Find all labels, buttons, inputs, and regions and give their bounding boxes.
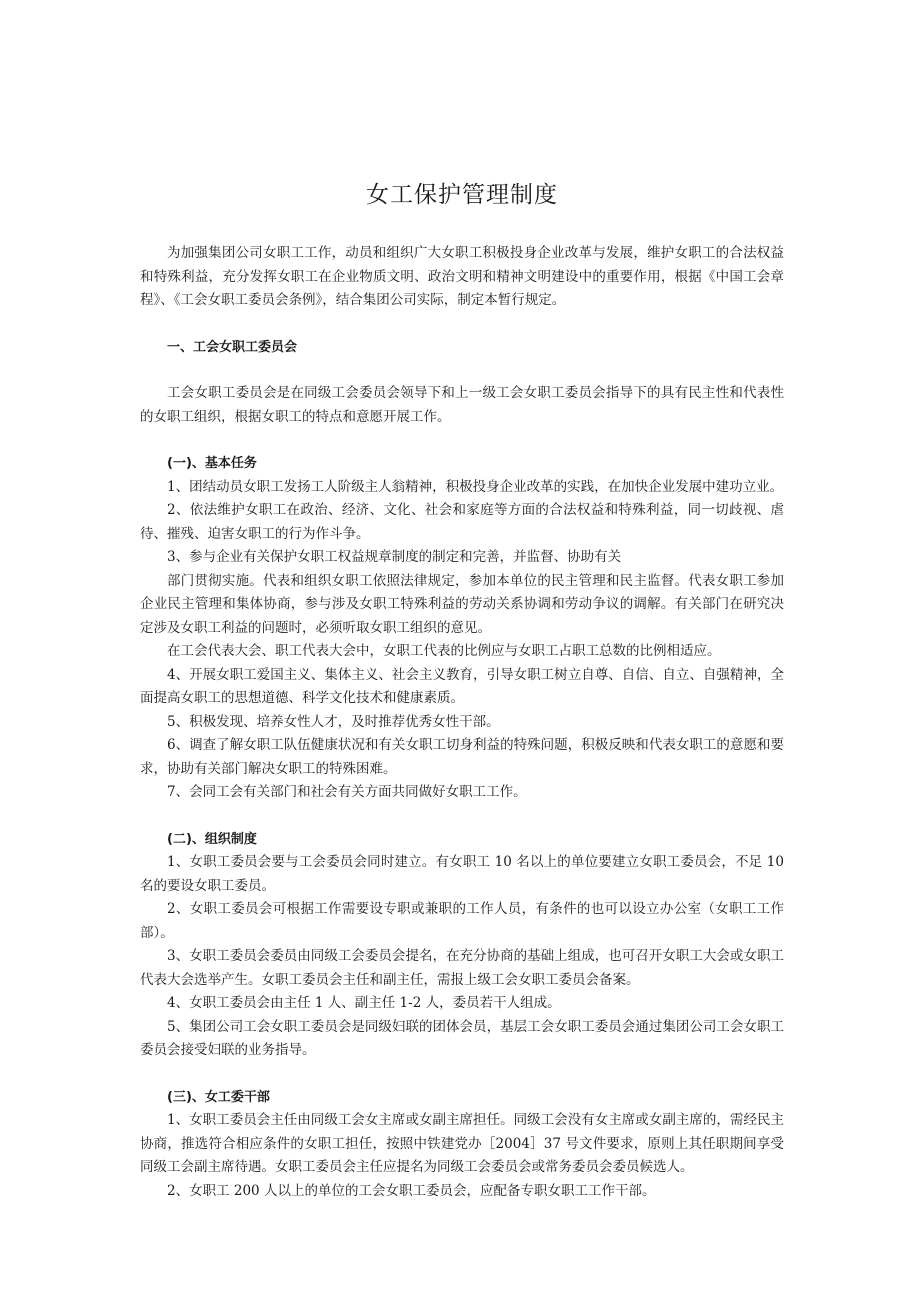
committee-paragraph: 工会女职工委员会是在同级工会委员会领导下和上一级工会女职工委员会指导下的具有民主性和代表性的女职工组织，根据女职工的特点和意愿开展工作。 [140, 385, 784, 425]
subsection-heading-basic-tasks: (一)、基本任务 [167, 456, 257, 471]
org-system-item: 1、女职工委员会要与工会委员会同时建立。有女职工 10 名以上的单位要建立女职工委员会，不足 10 名的要设女职工委员。 [140, 854, 784, 894]
basic-task-item: 2、依法维护女职工在政治、经济、文化、社会和家庭等方面的合法权益和特殊利益，同一切歧视、虐待、摧残、迫害女职工的行为作斗争。 [140, 502, 784, 542]
subsection-heading-cadres: (三)、女工委干部 [167, 1089, 270, 1105]
basic-task-item: 1、团结动员女职工发扬工人阶级主人翁精神，积极投身企业改革的实践，在加快企业发展中建功立业。 [167, 478, 784, 495]
cadre-item: 1、女职工委员会主任由同级工会女主席或女副主席担任。同级工会没有女主席或女副主席的，需经民主协商，推选符合相应条件的女职工担任，按照中铁建党办［2004］37 号文件要求，原则上其任职期间享受同级工会副主席待遇。女职工委员会主任应提名为同级工会委员会或常务委员会委员候选人。 [140, 1112, 784, 1175]
basic-task-item: 部门贯彻实施。代表和组织女职工依照法律规定，参加本单位的民主管理和民主监督。代表女职工参加企业民主管理和集体协商，参与涉及女职工特殊利益的劳动关系协调和劳动争议的调解。有关部门在研究决定涉及女职工利益的问题时，必须听取女职工组织的意见。 [140, 572, 784, 636]
document-page [140, 176, 784, 1203]
basic-task-item: 6、调查了解女职工队伍健康状况和有关女职工切身利益的特殊问题，积极反映和代表女职工的意愿和要求，协助有关部门解决女职工的特殊困难。 [140, 737, 784, 777]
cadre-item: 2、女职工 200 人以上的单位的工会女职工委员会，应配备专职女职工工作干部。 [167, 1182, 656, 1199]
basic-task-item: 在工会代表大会、职工代表大会中，女职工代表的比例应与女职工占职工总数的比例相适应。 [167, 643, 721, 659]
section-heading-committee: 一、工会女职工委员会 [167, 339, 298, 355]
org-system-item: 5、集团公司工会女职工委员会是同级妇联的团体会员，基层工会女职工委员会通过集团公司工会女职工委员会接受妇联的业务指导。 [140, 1018, 784, 1058]
org-system-item: 4、女职工委员会由主任 1 人、副主任 1-2 人，委员若干人组成。 [167, 995, 561, 1011]
basic-task-item: 4、开展女职工爱国主义、集体主义、社会主义教育，引导女职工树立自尊、自信、自立、自强精神，全面提高女职工的思想道德、科学文化技术和健康素质。 [140, 666, 784, 706]
intro-paragraph: 为加强集团公司女职工工作，动员和组织广大女职工积极投身企业改革与发展，维护女职工的合法权益和特殊利益，充分发挥女职工在企业物质文明、政治文明和精神文明建设中的重要作用，根据《中国工会章程》、《工会女职工委员会条例》，结合集团公司实际，制定本暂行规定。 [140, 245, 784, 308]
page-title: 女工保护管理制度 [366, 182, 558, 208]
basic-task-item: 3、参与企业有关保护女职工权益规章制度的制定和完善，并监督、协助有关 [167, 549, 622, 565]
basic-task-item: 5、积极发现、培养女性人才，及时推荐优秀女性干部。 [167, 713, 500, 730]
subsection-heading-org-system: (二)、组织制度 [167, 831, 257, 847]
org-system-item: 2、女职工委员会可根据工作需要设专职或兼职的工作人员，有条件的也可以设立办公室（女职工工作部）。 [140, 901, 784, 941]
org-system-item: 3、女职工委员会委员由同级工会委员会提名，在充分协商的基础上组成，也可召开女职工大会或女职工代表大会选举产生。女职工委员会主任和副主任，需报上级工会女职工委员会备案。 [140, 948, 784, 988]
basic-task-item: 7、会同工会有关部门和社会有关方面共同做好女职工工作。 [167, 784, 527, 800]
